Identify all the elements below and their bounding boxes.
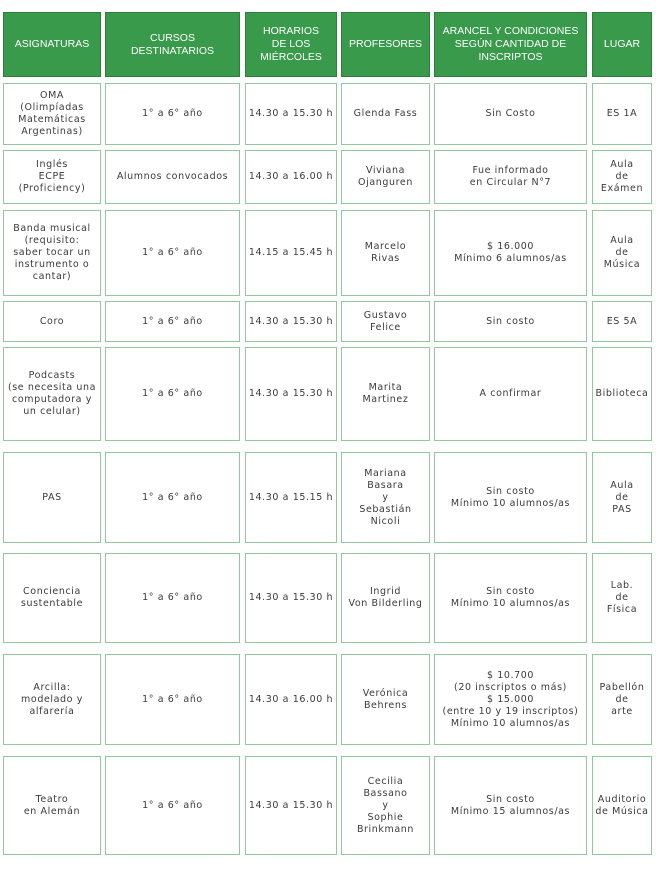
cell-subject	[3, 654, 101, 745]
cell-subject-text: Arcilla: modelado y alfarería	[21, 681, 83, 717]
cell-schedule-text: 14.30 a 16.00 h	[248, 693, 334, 705]
cell-schedule	[245, 756, 337, 855]
cell-location	[592, 756, 652, 855]
cell-courses-text: 1° a 6° año	[142, 799, 203, 811]
cell-courses-text: 1° a 6° año	[142, 388, 203, 399]
cell-fee-conditions	[434, 210, 587, 296]
cell-location-text: Aula de Música	[603, 235, 641, 270]
cell-subject	[3, 553, 101, 643]
cell-teachers-text: Marcelo Rivas	[364, 241, 407, 264]
cell-fee-conditions	[434, 452, 587, 543]
cell-subject-text: Coro	[39, 315, 65, 327]
cell-subject	[3, 83, 101, 145]
cell-subject	[3, 347, 101, 441]
cell-location-text: ES 1A	[606, 108, 638, 119]
header-courses	[105, 12, 240, 77]
cell-courses	[105, 210, 240, 296]
header-schedule	[245, 12, 337, 77]
cell-courses-text: 1° a 6° año	[142, 247, 203, 258]
cell-subject	[3, 210, 101, 296]
cell-fee-conditions-text: $ 16.000 Mínimo 6 alumnos/as	[454, 241, 567, 264]
cell-subject-text: Conciencia sustentable	[20, 586, 84, 609]
cell-teachers-text: Cecilia Bassano y Sophie Brinkmann	[356, 775, 415, 835]
cell-location	[592, 301, 652, 342]
cell-fee-conditions	[434, 83, 587, 145]
cell-schedule-text: 14.15 a 15.45 h	[248, 247, 334, 258]
cell-teachers	[341, 654, 430, 745]
cell-location-text: Pabellón de arte	[599, 681, 645, 717]
cell-fee-conditions	[434, 654, 587, 745]
header-teachers	[341, 12, 430, 77]
cell-teachers	[341, 150, 430, 204]
cell-schedule	[245, 301, 337, 342]
cell-teachers	[341, 210, 430, 296]
cell-courses	[105, 452, 240, 543]
cell-location-text: ES 5A	[606, 315, 638, 327]
cell-courses	[105, 347, 240, 441]
cell-courses-text: 1° a 6° año	[142, 108, 203, 119]
cell-courses	[105, 301, 240, 342]
cell-location-text: Auditorio de Música	[595, 793, 649, 817]
cell-schedule	[245, 347, 337, 441]
cell-courses	[105, 654, 240, 745]
cell-schedule	[245, 553, 337, 643]
cell-courses-text: Alumnos convocados	[116, 171, 229, 182]
cell-schedule	[245, 83, 337, 145]
cell-teachers-text: Viviana Ojanguren	[358, 165, 413, 188]
cell-teachers	[341, 83, 430, 145]
cell-teachers	[341, 301, 430, 342]
cell-location	[592, 150, 652, 204]
header-schedule-text: HORARIOS DE LOS MIÉRCOLES	[260, 25, 322, 63]
cell-fee-conditions	[434, 756, 587, 855]
header-location	[592, 12, 652, 77]
cell-schedule-text: 14.30 a 15.30 h	[248, 108, 334, 119]
cell-location	[592, 553, 652, 643]
cell-fee-conditions-text: Sin costo Mínimo 10 alumnos/as	[450, 485, 571, 509]
cell-schedule-text: 14.30 a 16.00 h	[248, 171, 334, 182]
cell-subject	[3, 452, 101, 543]
header-subject	[3, 12, 101, 77]
cell-location-text: Lab. de Física	[606, 580, 638, 615]
cell-schedule	[245, 210, 337, 296]
cell-subject	[3, 150, 101, 204]
cell-teachers-text: Verónica Behrens	[362, 687, 409, 711]
cell-location	[592, 452, 652, 543]
header-subject-text: ASIGNATURAS	[14, 38, 90, 50]
cell-courses	[105, 83, 240, 145]
cell-subject-text: Banda musical (requisito: saber tocar un instrumento o cantar)	[13, 223, 91, 282]
header-courses-text: CURSOS DESTINATARIOS	[130, 31, 215, 57]
cell-courses-text: 1° a 6° año	[142, 315, 203, 327]
cell-subject-text: Podcasts (se necesita una computadora y un celular)	[7, 370, 97, 417]
cell-fee-conditions-text: Sin costo Mínimo 10 alumnos/as	[450, 586, 571, 609]
cell-location-text: Aula de Exámen	[600, 159, 644, 194]
cell-schedule-text: 14.30 a 15.15 h	[248, 491, 334, 503]
cell-courses	[105, 553, 240, 643]
cell-fee-conditions-text: Sin costo	[486, 315, 535, 327]
cell-teachers	[341, 347, 430, 441]
cell-subject-text: Teatro en Alemán	[23, 793, 81, 817]
cell-fee-conditions-text: $ 10.700 (20 inscriptos o más) $ 15.000 (entre 10 y 19 inscriptos) Mínimo 10 alumnos/as	[442, 669, 579, 729]
cell-fee-conditions	[434, 553, 587, 643]
cell-location-text: Biblioteca	[595, 388, 649, 399]
cell-courses-text: 1° a 6° año	[142, 592, 203, 603]
cell-fee-conditions	[434, 347, 587, 441]
cell-subject-text: PAS	[42, 491, 62, 503]
cell-schedule-text: 14.30 a 15.30 h	[248, 799, 334, 811]
cell-subject-text: Inglés ECPE (Proficiency)	[18, 159, 86, 194]
header-fee-conditions-text: ARANCEL Y CONDICIONES SEGÚN CANTIDAD DE INSCRIPTOS	[442, 25, 579, 63]
cell-fee-conditions-text: Fue informado en Circular N°7	[469, 165, 552, 188]
cell-subject-text: OMA (Olimpíadas Matemáticas Argentinas)	[18, 90, 86, 137]
cell-courses-text: 1° a 6° año	[142, 693, 203, 705]
cell-subject	[3, 756, 101, 855]
cell-courses	[105, 150, 240, 204]
header-location-text: LUGAR	[603, 38, 641, 50]
cell-location-text: Aula de PAS	[610, 479, 634, 515]
cell-teachers	[341, 553, 430, 643]
cell-courses-text: 1° a 6° año	[142, 491, 203, 503]
cell-teachers	[341, 452, 430, 543]
cell-fee-conditions-text: Sin Costo	[485, 108, 536, 119]
cell-teachers-text: Gustavo Felice	[363, 309, 408, 333]
cell-teachers	[341, 756, 430, 855]
cell-location	[592, 347, 652, 441]
cell-teachers-text: Marita Martinez	[362, 382, 409, 405]
cell-schedule	[245, 150, 337, 204]
cell-schedule	[245, 654, 337, 745]
cell-teachers-text: Ingrid Von Bilderling	[348, 586, 423, 609]
cell-fee-conditions-text: Sin costo Mínimo 15 alumnos/as	[450, 793, 571, 817]
cell-fee-conditions	[434, 301, 587, 342]
cell-teachers-text: Mariana Basara y Sebastián Nicoli	[359, 467, 412, 527]
cell-schedule-text: 14.30 a 15.30 h	[248, 388, 334, 399]
cell-location	[592, 654, 652, 745]
cell-fee-conditions-text: A confirmar	[479, 388, 542, 399]
header-fee-conditions	[434, 12, 587, 77]
header-teachers-text: PROFESORES	[349, 38, 422, 50]
cell-schedule-text: 14.30 a 15.30 h	[248, 315, 334, 327]
cell-schedule-text: 14.30 a 15.30 h	[248, 592, 334, 603]
cell-subject	[3, 301, 101, 342]
cell-location	[592, 83, 652, 145]
cell-courses	[105, 756, 240, 855]
cell-schedule	[245, 452, 337, 543]
cell-location	[592, 210, 652, 296]
cell-teachers-text: Glenda Fass	[353, 108, 418, 119]
cell-fee-conditions	[434, 150, 587, 204]
